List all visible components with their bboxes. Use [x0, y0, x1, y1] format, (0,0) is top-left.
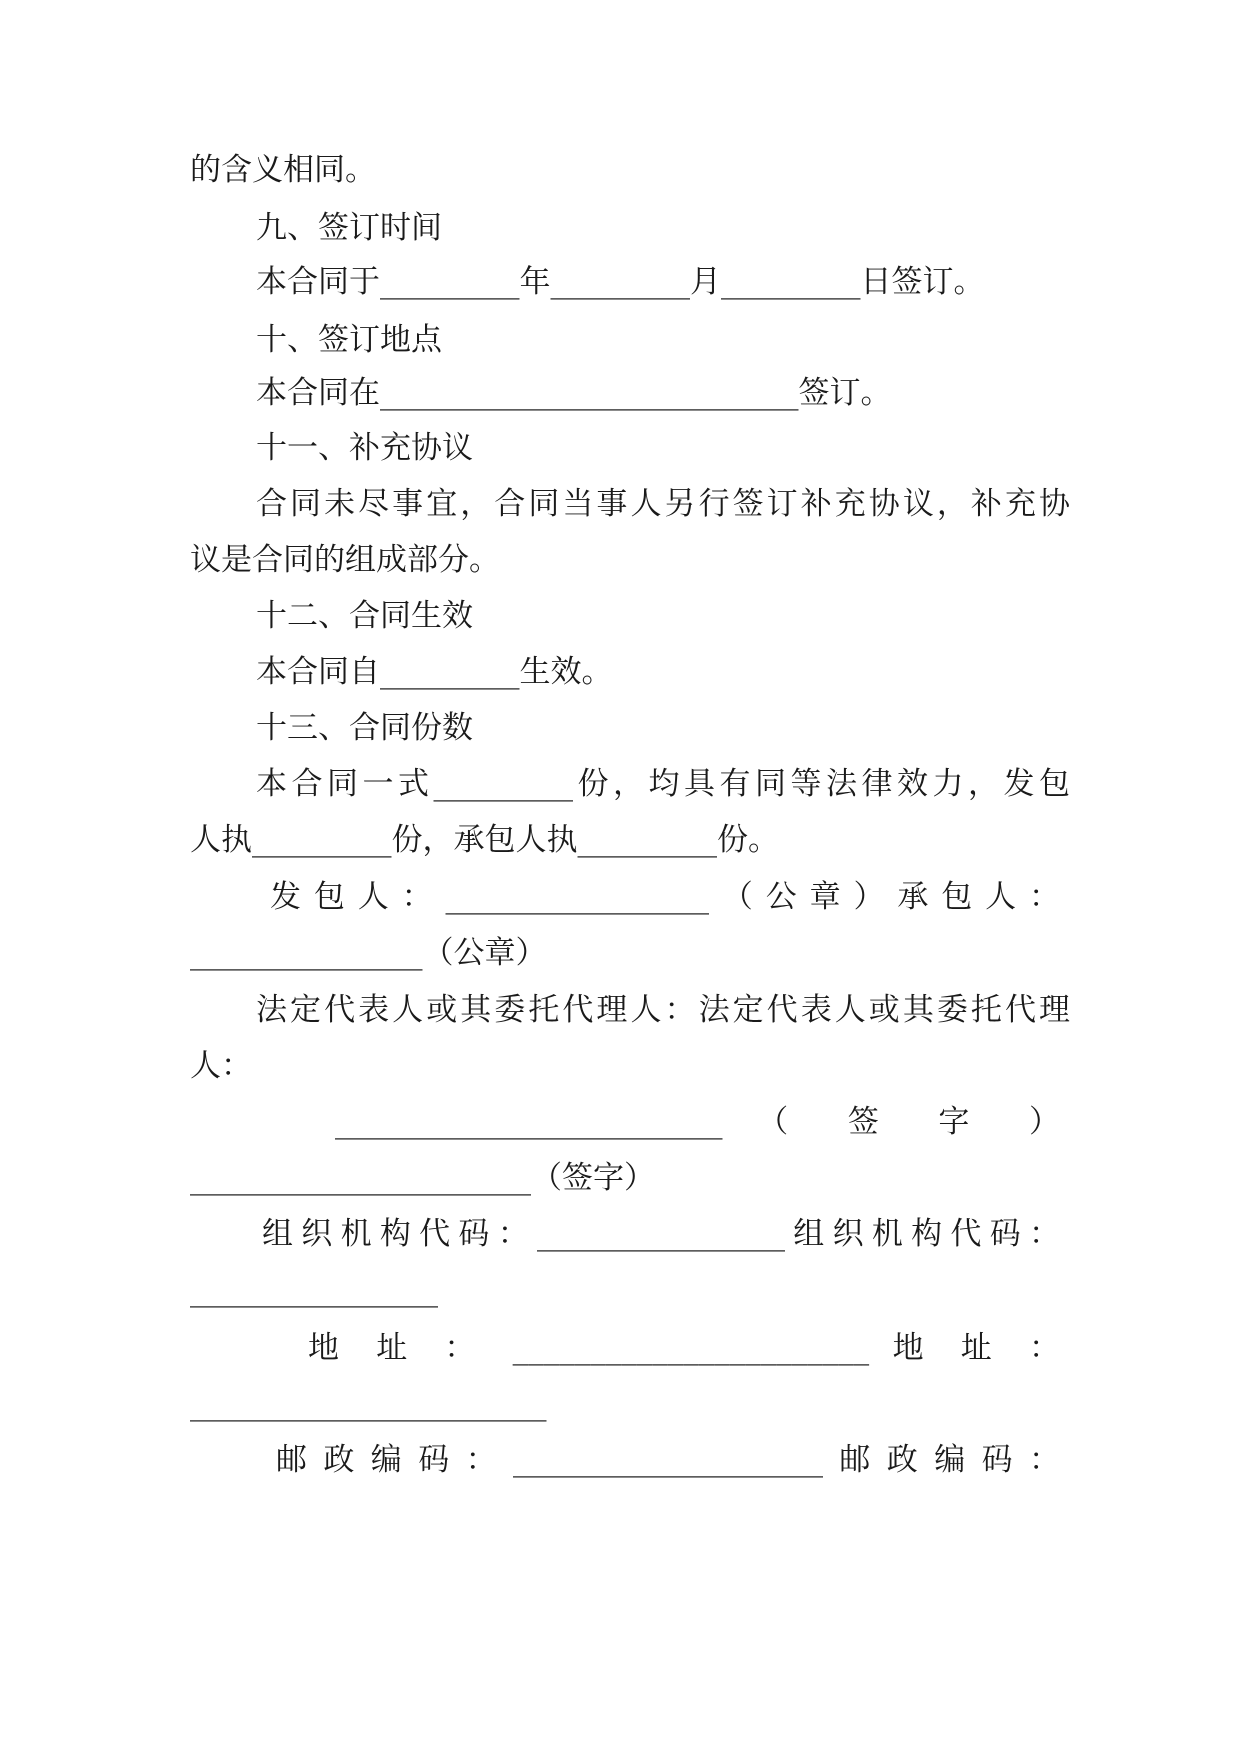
text-line: 人：	[190, 1048, 252, 1084]
text-line: 合同未尽事宜，合同当事人另行签订补充协议，补充协	[256, 486, 1070, 522]
section-heading-effectiveness: 十二、合同生效	[256, 598, 473, 634]
text-line: ________________	[190, 1272, 438, 1308]
text-line: 本合同自_________生效。	[256, 654, 613, 690]
text-line: 本合同在___________________________签订。	[256, 375, 892, 411]
signature-line: _________________________ （ 签 字 ）	[335, 1104, 1060, 1140]
text-line: _______________________	[190, 1386, 547, 1422]
party-seal-line: 发包人：_________________（公章）承包人：	[270, 879, 1060, 915]
text-line: ______________________（签字）	[190, 1160, 655, 1196]
text-line: 本合同于_________年_________月_________日签订。	[256, 264, 985, 300]
text-line: 法定代表人或其委托代理人：法定代表人或其委托代理	[256, 992, 1070, 1028]
text-line: 的含义相同。	[190, 152, 376, 188]
address-line: 地 址 ： _______________________ 地 址 ：	[308, 1330, 1060, 1366]
section-heading-copies: 十三、合同份数	[256, 710, 473, 746]
text-line: 议是合同的组成部分。	[190, 542, 500, 578]
text-line: 本合同一式_________份，均具有同等法律效力，发包	[256, 766, 1070, 802]
section-heading-signing-time: 九、签订时间	[256, 210, 442, 246]
section-heading-signing-place: 十、签订地点	[256, 322, 442, 358]
org-code-line: 组织机构代码：________________组织机构代码：	[262, 1216, 1060, 1252]
text-line: _______________（公章）	[190, 935, 547, 971]
section-heading-supplementary-agreement: 十一、补充协议	[256, 430, 473, 466]
postal-code-line: 邮政编码：____________________邮政编码：	[276, 1442, 1060, 1478]
text-line: 人执_________份，承包人执_________份。	[190, 822, 779, 858]
